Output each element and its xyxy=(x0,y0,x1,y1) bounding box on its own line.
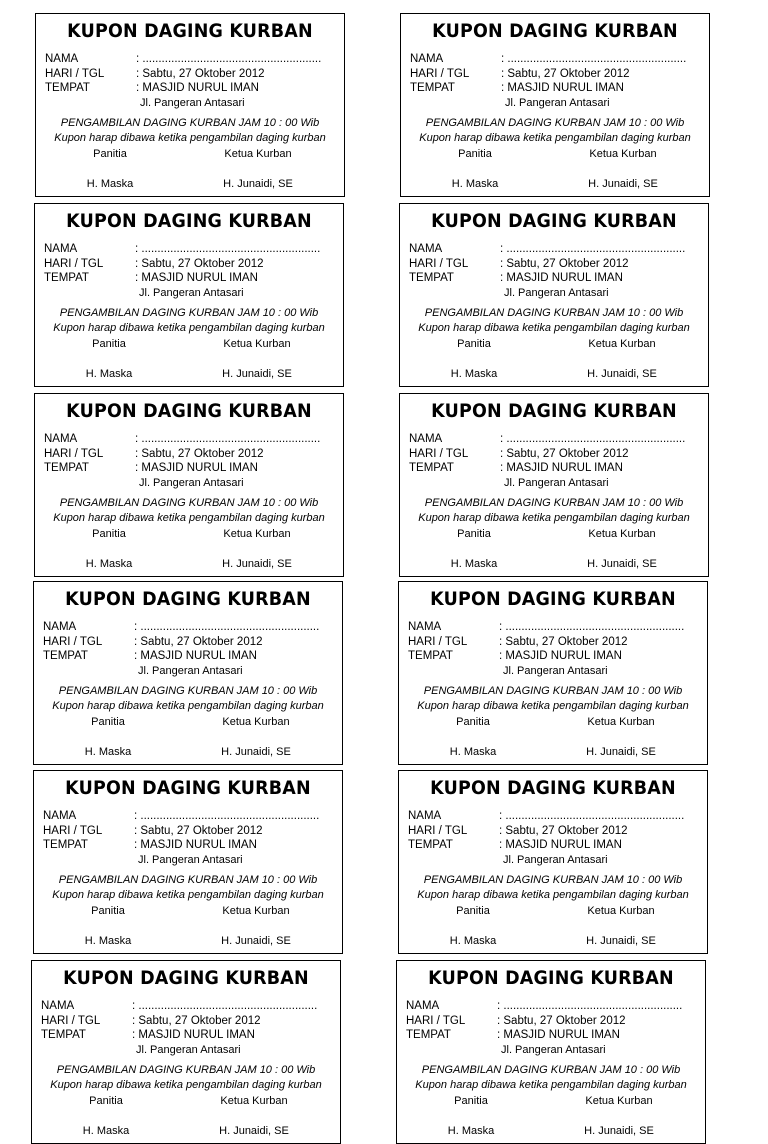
date-value: : Sabtu, 27 Oktober 2012 xyxy=(499,635,628,648)
committee-name: H. Maska xyxy=(450,368,498,380)
pickup-time-note: PENGAMBILAN DAGING KURBAN JAM 10 : 00 Wib xyxy=(59,307,319,319)
date-label: HARI / TGL xyxy=(45,67,105,80)
name-label: NAMA xyxy=(45,53,79,65)
coupon-card xyxy=(400,13,710,197)
chair-name: H. Junaidi, SE xyxy=(223,178,293,190)
date-label: HARI / TGL xyxy=(408,635,468,648)
committee-label: Panitia xyxy=(457,528,491,540)
committee-label: Panitia xyxy=(92,528,126,540)
date-label: HARI / TGL xyxy=(409,257,469,270)
pickup-time-note: PENGAMBILAN DAGING KURBAN JAM 10 : 00 Wib xyxy=(425,117,685,129)
committee-label: Panitia xyxy=(92,338,126,350)
place-label: TEMPAT xyxy=(43,650,88,662)
date-label: HARI / TGL xyxy=(41,1014,101,1027)
place-value: : MASJID NURUL IMAN xyxy=(497,1029,620,1041)
chair-label: Ketua Kurban xyxy=(587,905,655,917)
pickup-time-note: PENGAMBILAN DAGING KURBAN JAM 10 : 00 Wib xyxy=(423,685,683,697)
coupon-title: KUPON DAGING KURBAN xyxy=(431,400,677,422)
chair-name: H. Junaidi, SE xyxy=(222,368,292,380)
name-value: : ........................................................ xyxy=(135,243,321,255)
date-label: HARI / TGL xyxy=(406,1014,466,1027)
bring-coupon-note: Kupon harap dibawa ketika pengambilan daging kurban xyxy=(418,322,690,334)
place-value: : MASJID NURUL IMAN xyxy=(132,1029,255,1041)
pickup-time-note: PENGAMBILAN DAGING KURBAN JAM 10 : 00 Wib xyxy=(58,685,318,697)
place-label: TEMPAT xyxy=(409,272,454,284)
name-value: : ........................................................ xyxy=(132,1000,318,1012)
date-value: : Sabtu, 27 Oktober 2012 xyxy=(135,447,264,460)
committee-label: Panitia xyxy=(91,905,125,917)
coupon-title: KUPON DAGING KURBAN xyxy=(430,777,676,799)
coupon-card xyxy=(399,203,709,387)
coupon-title: KUPON DAGING KURBAN xyxy=(65,588,311,610)
coupon-title: KUPON DAGING KURBAN xyxy=(67,20,313,42)
committee-label: Panitia xyxy=(457,338,491,350)
chair-label: Ketua Kurban xyxy=(587,716,655,728)
date-label: HARI / TGL xyxy=(409,447,469,460)
place-label: TEMPAT xyxy=(44,462,89,474)
date-label: HARI / TGL xyxy=(44,257,104,270)
place-value: : MASJID NURUL IMAN xyxy=(134,839,257,851)
chair-name: H. Junaidi, SE xyxy=(221,746,291,758)
place-value: : MASJID NURUL IMAN xyxy=(501,82,624,94)
name-label: NAMA xyxy=(410,53,444,65)
chair-name: H. Junaidi, SE xyxy=(222,558,292,570)
date-value: : Sabtu, 27 Oktober 2012 xyxy=(497,1014,626,1027)
chair-label: Ketua Kurban xyxy=(222,716,290,728)
pickup-time-note: PENGAMBILAN DAGING KURBAN JAM 10 : 00 Wib xyxy=(421,1064,681,1076)
date-value: : Sabtu, 27 Oktober 2012 xyxy=(136,67,265,80)
coupon-card xyxy=(399,393,709,577)
bring-coupon-note: Kupon harap dibawa ketika pengambilan daging kurban xyxy=(415,1079,687,1091)
committee-name: H. Maska xyxy=(84,746,132,758)
chair-name: H. Junaidi, SE xyxy=(586,935,656,947)
address-value: Jl. Pangeran Antasari xyxy=(138,853,243,866)
name-label: NAMA xyxy=(44,433,78,445)
pickup-time-note: PENGAMBILAN DAGING KURBAN JAM 10 : 00 Wib xyxy=(56,1064,316,1076)
coupon-card xyxy=(31,960,341,1144)
committee-label: Panitia xyxy=(454,1095,488,1107)
date-value: : Sabtu, 27 Oktober 2012 xyxy=(499,824,628,837)
bring-coupon-note: Kupon harap dibawa ketika pengambilan daging kurban xyxy=(52,700,324,712)
place-value: : MASJID NURUL IMAN xyxy=(499,839,622,851)
date-label: HARI / TGL xyxy=(44,447,104,460)
coupon-card xyxy=(34,393,344,577)
place-label: TEMPAT xyxy=(408,650,453,662)
date-label: HARI / TGL xyxy=(410,67,470,80)
pickup-time-note: PENGAMBILAN DAGING KURBAN JAM 10 : 00 Wib xyxy=(424,497,684,509)
coupon-title: KUPON DAGING KURBAN xyxy=(428,967,674,989)
coupon-title: KUPON DAGING KURBAN xyxy=(66,400,312,422)
date-label: HARI / TGL xyxy=(43,635,103,648)
chair-label: Ketua Kurban xyxy=(220,1095,288,1107)
date-value: : Sabtu, 27 Oktober 2012 xyxy=(501,67,630,80)
place-value: : MASJID NURUL IMAN xyxy=(500,272,623,284)
place-label: TEMPAT xyxy=(45,82,90,94)
name-value: : ........................................................ xyxy=(135,433,321,445)
chair-label: Ketua Kurban xyxy=(588,528,656,540)
bring-coupon-note: Kupon harap dibawa ketika pengambilan daging kurban xyxy=(417,889,689,901)
committee-label: Panitia xyxy=(456,905,490,917)
chair-name: H. Junaidi, SE xyxy=(587,558,657,570)
committee-name: H. Maska xyxy=(449,935,497,947)
name-label: NAMA xyxy=(409,243,443,255)
chair-name: H. Junaidi, SE xyxy=(588,178,658,190)
chair-label: Ketua Kurban xyxy=(222,905,290,917)
address-value: Jl. Pangeran Antasari xyxy=(140,96,245,109)
coupon-card xyxy=(34,203,344,387)
name-value: : ........................................................ xyxy=(136,53,322,65)
chair-label: Ketua Kurban xyxy=(223,528,291,540)
address-value: Jl. Pangeran Antasari xyxy=(504,286,609,299)
name-value: : ........................................................ xyxy=(501,53,687,65)
coupon-title: KUPON DAGING KURBAN xyxy=(430,588,676,610)
name-label: NAMA xyxy=(406,1000,440,1012)
bring-coupon-note: Kupon harap dibawa ketika pengambilan daging kurban xyxy=(54,132,326,144)
bring-coupon-note: Kupon harap dibawa ketika pengambilan daging kurban xyxy=(53,512,325,524)
committee-name: H. Maska xyxy=(85,368,133,380)
pickup-time-note: PENGAMBILAN DAGING KURBAN JAM 10 : 00 Wib xyxy=(60,117,320,129)
chair-label: Ketua Kurban xyxy=(589,148,657,160)
name-value: : ........................................................ xyxy=(134,621,320,633)
place-value: : MASJID NURUL IMAN xyxy=(499,650,622,662)
place-label: TEMPAT xyxy=(41,1029,86,1041)
place-label: TEMPAT xyxy=(408,839,453,851)
address-value: Jl. Pangeran Antasari xyxy=(501,1043,606,1056)
committee-name: H. Maska xyxy=(451,178,499,190)
name-label: NAMA xyxy=(41,1000,75,1012)
coupon-card xyxy=(398,770,708,954)
place-value: : MASJID NURUL IMAN xyxy=(135,462,258,474)
date-value: : Sabtu, 27 Oktober 2012 xyxy=(135,257,264,270)
name-label: NAMA xyxy=(409,433,443,445)
name-value: : ........................................................ xyxy=(497,1000,683,1012)
pickup-time-note: PENGAMBILAN DAGING KURBAN JAM 10 : 00 Wib xyxy=(59,497,319,509)
place-label: TEMPAT xyxy=(44,272,89,284)
coupon-card xyxy=(33,581,343,765)
name-label: NAMA xyxy=(408,810,442,822)
committee-label: Panitia xyxy=(91,716,125,728)
chair-label: Ketua Kurban xyxy=(588,338,656,350)
date-value: : Sabtu, 27 Oktober 2012 xyxy=(134,635,263,648)
coupon-card xyxy=(398,581,708,765)
coupon-title: KUPON DAGING KURBAN xyxy=(66,210,312,232)
chair-name: H. Junaidi, SE xyxy=(219,1125,289,1137)
place-value: : MASJID NURUL IMAN xyxy=(500,462,623,474)
bring-coupon-note: Kupon harap dibawa ketika pengambilan daging kurban xyxy=(418,512,690,524)
place-label: TEMPAT xyxy=(43,839,88,851)
place-label: TEMPAT xyxy=(406,1029,451,1041)
chair-name: H. Junaidi, SE xyxy=(221,935,291,947)
name-value: : ........................................................ xyxy=(500,433,686,445)
address-value: Jl. Pangeran Antasari xyxy=(136,1043,241,1056)
committee-name: H. Maska xyxy=(447,1125,495,1137)
bring-coupon-note: Kupon harap dibawa ketika pengambilan daging kurban xyxy=(50,1079,322,1091)
name-label: NAMA xyxy=(44,243,78,255)
committee-name: H. Maska xyxy=(85,558,133,570)
committee-name: H. Maska xyxy=(450,558,498,570)
chair-name: H. Junaidi, SE xyxy=(587,368,657,380)
place-value: : MASJID NURUL IMAN xyxy=(134,650,257,662)
chair-name: H. Junaidi, SE xyxy=(586,746,656,758)
coupon-title: KUPON DAGING KURBAN xyxy=(63,967,309,989)
committee-name: H. Maska xyxy=(84,935,132,947)
address-value: Jl. Pangeran Antasari xyxy=(139,286,244,299)
chair-name: H. Junaidi, SE xyxy=(584,1125,654,1137)
committee-label: Panitia xyxy=(458,148,492,160)
address-value: Jl. Pangeran Antasari xyxy=(139,476,244,489)
pickup-time-note: PENGAMBILAN DAGING KURBAN JAM 10 : 00 Wib xyxy=(424,307,684,319)
name-value: : ........................................................ xyxy=(499,621,685,633)
address-value: Jl. Pangeran Antasari xyxy=(503,853,608,866)
bring-coupon-note: Kupon harap dibawa ketika pengambilan daging kurban xyxy=(419,132,691,144)
committee-name: H. Maska xyxy=(449,746,497,758)
name-label: NAMA xyxy=(43,810,77,822)
committee-name: H. Maska xyxy=(82,1125,130,1137)
date-value: : Sabtu, 27 Oktober 2012 xyxy=(500,447,629,460)
name-label: NAMA xyxy=(408,621,442,633)
chair-label: Ketua Kurban xyxy=(585,1095,653,1107)
pickup-time-note: PENGAMBILAN DAGING KURBAN JAM 10 : 00 Wib xyxy=(423,874,683,886)
pickup-time-note: PENGAMBILAN DAGING KURBAN JAM 10 : 00 Wib xyxy=(58,874,318,886)
committee-label: Panitia xyxy=(456,716,490,728)
date-value: : Sabtu, 27 Oktober 2012 xyxy=(500,257,629,270)
date-value: : Sabtu, 27 Oktober 2012 xyxy=(134,824,263,837)
date-value: : Sabtu, 27 Oktober 2012 xyxy=(132,1014,261,1027)
place-value: : MASJID NURUL IMAN xyxy=(135,272,258,284)
name-value: : ........................................................ xyxy=(500,243,686,255)
bring-coupon-note: Kupon harap dibawa ketika pengambilan daging kurban xyxy=(52,889,324,901)
date-label: HARI / TGL xyxy=(408,824,468,837)
coupon-card xyxy=(396,960,706,1144)
address-value: Jl. Pangeran Antasari xyxy=(505,96,610,109)
chair-label: Ketua Kurban xyxy=(223,338,291,350)
coupon-title: KUPON DAGING KURBAN xyxy=(432,20,678,42)
bring-coupon-note: Kupon harap dibawa ketika pengambilan daging kurban xyxy=(53,322,325,334)
place-label: TEMPAT xyxy=(410,82,455,94)
committee-label: Panitia xyxy=(89,1095,123,1107)
name-value: : ........................................................ xyxy=(134,810,320,822)
name-label: NAMA xyxy=(43,621,77,633)
date-label: HARI / TGL xyxy=(43,824,103,837)
committee-name: H. Maska xyxy=(86,178,134,190)
chair-label: Ketua Kurban xyxy=(224,148,292,160)
bring-coupon-note: Kupon harap dibawa ketika pengambilan daging kurban xyxy=(417,700,689,712)
coupon-title: KUPON DAGING KURBAN xyxy=(65,777,311,799)
coupon-title: KUPON DAGING KURBAN xyxy=(431,210,677,232)
address-value: Jl. Pangeran Antasari xyxy=(503,664,608,677)
address-value: Jl. Pangeran Antasari xyxy=(504,476,609,489)
place-label: TEMPAT xyxy=(409,462,454,474)
committee-label: Panitia xyxy=(93,148,127,160)
name-value: : ........................................................ xyxy=(499,810,685,822)
address-value: Jl. Pangeran Antasari xyxy=(138,664,243,677)
coupon-card xyxy=(35,13,345,197)
coupon-card xyxy=(33,770,343,954)
place-value: : MASJID NURUL IMAN xyxy=(136,82,259,94)
